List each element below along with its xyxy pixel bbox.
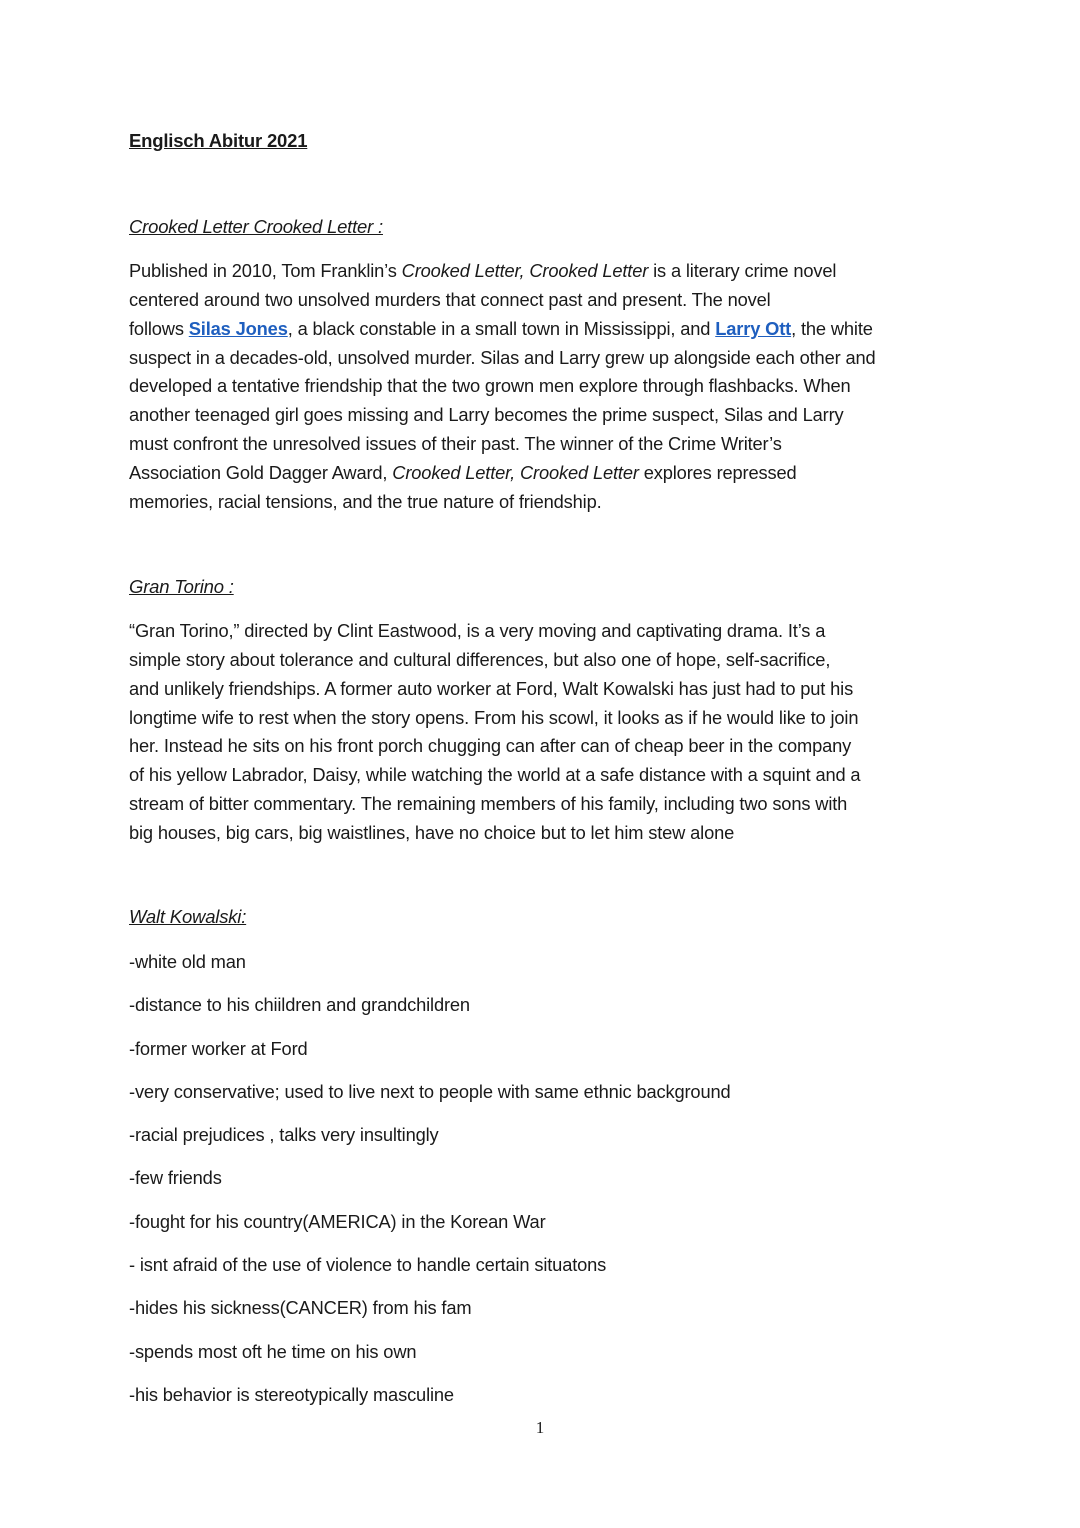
list-item: -spends most oft he time on his own	[129, 1340, 417, 1362]
paragraph-line: developed a tentative friendship that the two grown men explore through flashbacks. When	[129, 375, 851, 397]
paragraph-line: suspect in a decades-old, unsolved murder. Silas and Larry grew up alongside each other and	[129, 346, 876, 368]
list-item: -distance to his chiildren and grandchildren	[129, 994, 470, 1016]
walt-traits-list	[129, 948, 959, 1424]
text-segment: follows	[129, 317, 189, 339]
section-heading-walt-kowalski: Walt Kowalski:	[129, 906, 247, 927]
section-heading-crooked-letter: Crooked Letter Crooked Letter :	[129, 216, 383, 237]
text-segment: , a black constable in a small town in Mississippi, and	[287, 317, 716, 339]
document-title: Englisch Abitur 2021	[129, 130, 308, 151]
link-silas-jones[interactable]: Silas Jones	[188, 317, 288, 339]
paragraph-line: of his yellow Labrador, Daisy, while watching the world at a safe distance with a squint and a	[129, 764, 861, 786]
list-item: -racial prejudices , talks very insultingly	[129, 1124, 439, 1146]
paragraph-line: simple story about tolerance and cultural differences, but also one of hope, self-sacrifice,	[129, 648, 831, 670]
list-item: -former worker at Ford	[129, 1037, 308, 1059]
text-segment: Association Gold Dagger Award,	[129, 461, 393, 483]
paragraph-line: and unlikely friendships. A former auto worker at Ford, Walt Kowalski has just had to put his	[129, 677, 854, 699]
paragraph-line: longtime wife to rest when the story opens. From his scowl, it looks as if he would like to join	[129, 706, 859, 728]
paragraph-line: stream of bitter commentary. The remaining members of his family, including two sons with	[129, 793, 848, 815]
list-item: -hides his sickness(CANCER) from his fam	[129, 1297, 472, 1319]
list-item: -white old man	[129, 951, 246, 972]
paragraph-line: her. Instead he sits on his front porch chugging can after can of cheap beer in the company	[129, 735, 852, 757]
section-heading-gran-torino: Gran Torino :	[129, 576, 234, 597]
paragraph-gran-torino	[129, 617, 959, 848]
text-segment: Published in 2010, Tom Franklin’s	[129, 260, 402, 281]
list-item: -very conservative; used to live next to people with same ethnic background	[129, 1080, 731, 1102]
text-segment: is a literary crime novel	[648, 260, 837, 281]
paragraph-line: memories, racial tensions, and the true nature of friendship.	[129, 490, 602, 512]
paragraph-line	[129, 257, 959, 286]
list-item: -his behavior is stereotypically masculine	[129, 1383, 454, 1405]
list-item: -few friends	[129, 1167, 222, 1189]
paragraph-crooked-letter	[129, 257, 959, 517]
paragraph-line	[129, 315, 959, 344]
paragraph-line: big houses, big cars, big waistlines, have no choice but to let him stew alone	[129, 821, 735, 843]
paragraph-line: must confront the unresolved issues of their past. The winner of the Crime Writer’s	[129, 433, 782, 455]
paragraph-line	[129, 459, 959, 488]
paragraph-line: centered around two unsolved murders that connect past and present. The novel	[129, 288, 771, 310]
paragraph-line: another teenaged girl goes missing and Larry becomes the prime suspect, Silas and Larry	[129, 404, 844, 426]
text-segment: , the white	[791, 317, 873, 339]
link-larry-ott[interactable]: Larry Ott	[715, 317, 792, 339]
text-segment: explores repressed	[638, 461, 797, 483]
book-title-italic: Crooked Letter, Crooked Letter	[401, 260, 649, 281]
document-page	[129, 0, 959, 1528]
list-item: -fought for his country(AMERICA) in the Korean War	[129, 1210, 546, 1232]
book-title-italic: Crooked Letter, Crooked Letter	[392, 461, 639, 483]
page-number: 1	[535, 1418, 545, 1437]
list-item: - isnt afraid of the use of violence to handle certain situatons	[129, 1254, 607, 1276]
paragraph-line: “Gran Torino,” directed by Clint Eastwood, is a very moving and captivating drama. It’s a	[129, 620, 826, 641]
